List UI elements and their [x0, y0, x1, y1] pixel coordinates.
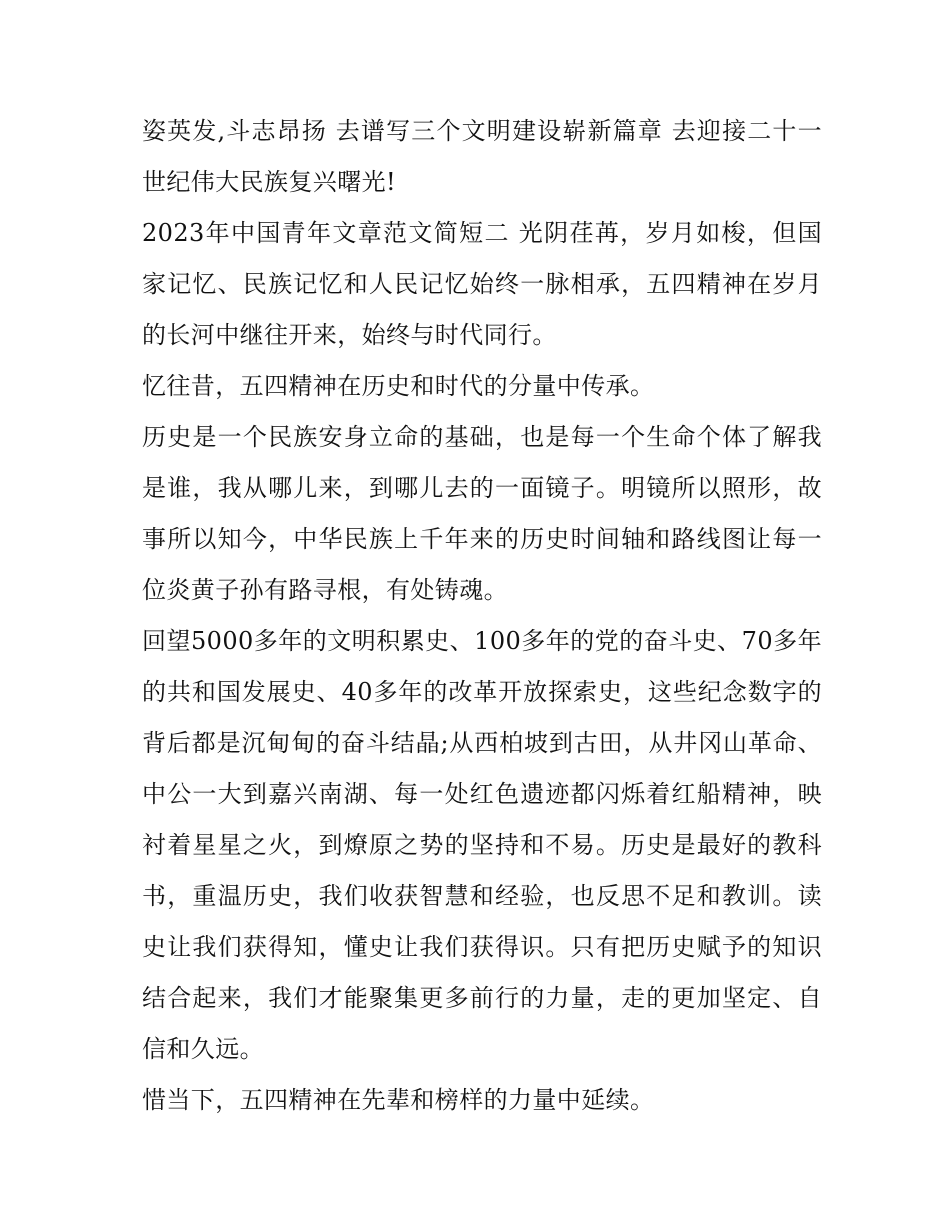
paragraph-5: 回望5000多年的文明积累史、100多年的党的奋斗史、70多年的共和国发展史、40多年的改革开放探索史，这些纪念数字的背后都是沉甸甸的奋斗结晶;从西柏坡到古田，从井冈山革命、中公一大到嘉兴南湖、每一处红色遗迹都闪烁着红船精神，映衬着星星之火，到燎原之势的坚持和不易。历史是最好的教科书，重温历史，我们收获智慧和经验，也反思不足和教训。读史让我们获得知，懂史让我们获得识。只有把历史赋予的知识结合起来，我们才能聚集更多前行的力量，走的更加坚定、自信和久远。	[142, 627, 822, 1063]
document-body	[142, 106, 822, 1126]
paragraph-1: 姿英发,斗志昂扬 去谱写三个文明建设崭新篇章 去迎接二十一世纪伟大民族复兴曙光!	[142, 117, 822, 196]
paragraph-6: 惜当下，五四精神在先辈和榜样的力量中延续。	[142, 1086, 655, 1114]
paragraph-4: 历史是一个民族安身立命的基础，也是每一个生命个体了解我是谁，我从哪儿来，到哪儿去的一面镜子。明镜所以照形，故事所以知今，中华民族上千年来的历史时间轴和路线图让每一位炎黄子孙有路寻根，有处铸魂。	[142, 423, 822, 604]
paragraph-3: 忆往昔，五四精神在历史和时代的分量中传承。	[142, 372, 655, 400]
paragraph-2: 2023年中国青年文章范文简短二 光阴荏苒，岁月如梭，但国家记忆、民族记忆和人民记忆始终一脉相承，五四精神在岁月的长河中继往开来，始终与时代同行。	[142, 219, 822, 349]
